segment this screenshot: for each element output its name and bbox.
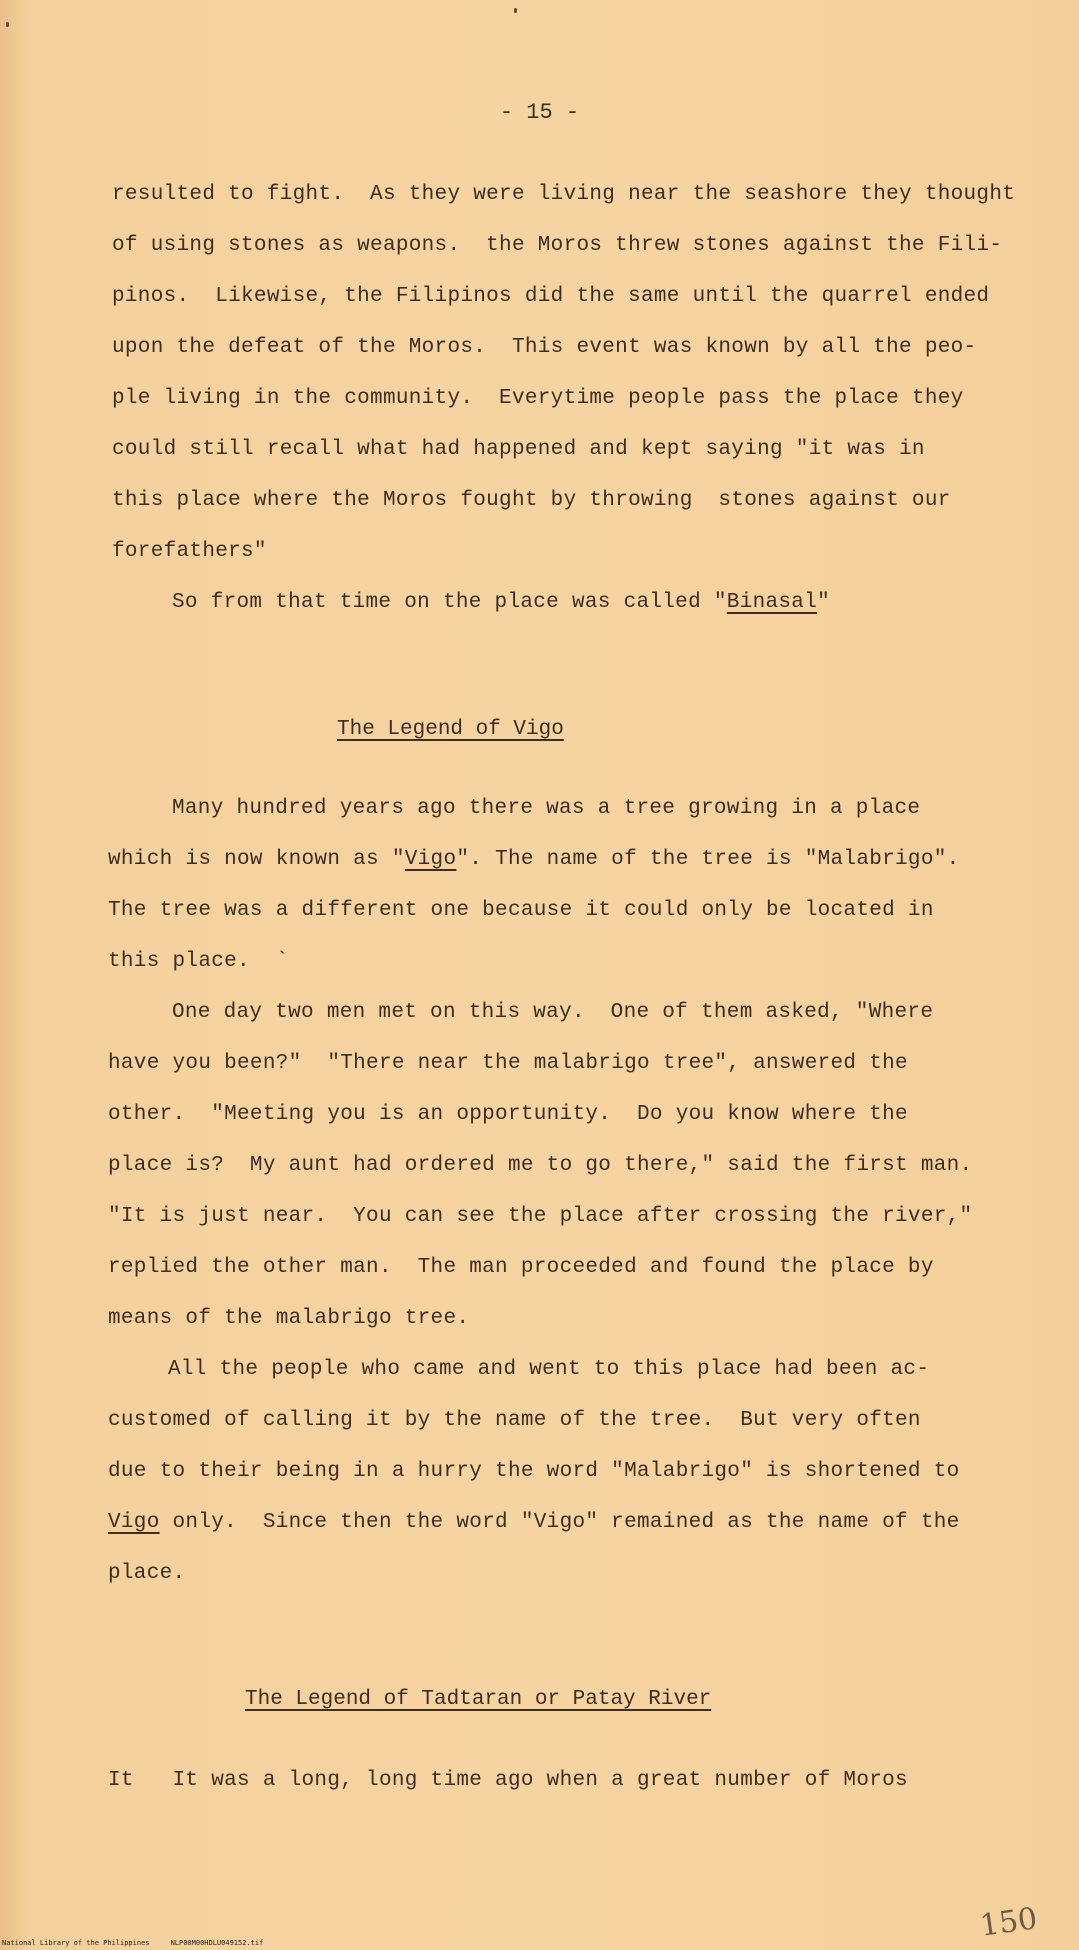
text-line: due to their being in a hurry the word "Malabrigo" is shortened to (108, 1460, 960, 1483)
text-line: customed of calling it by the name of the tree. But very often (108, 1409, 921, 1432)
section-heading-vigo: The Legend of Vigo (337, 718, 564, 741)
place-name-binasal: Binasal (726, 591, 818, 614)
handwritten-page-mark: 150 (977, 1901, 1040, 1944)
closing-line (172, 590, 830, 616)
text-line: It It was a long, long time ago when a great number of Moros (108, 1769, 908, 1792)
ink-speck (6, 22, 9, 27)
section-heading-tadtaran: The Legend of Tadtaran or Patay River (245, 1688, 712, 1711)
text-line: this place where the Moros fought by throwing stones against our (112, 489, 951, 512)
place-name-vigo: Vigo (404, 848, 457, 871)
text-line: of using stones as weapons. the Moros threw stones against the Fili- (112, 234, 1003, 257)
archive-footer: National Library of the Philippines NLP00M00HDLU049152.tif (2, 1939, 264, 1947)
text-line: ple living in the community. Everytime people pass the place they (112, 387, 964, 410)
text-line: All the people who came and went to this place had been ac- (168, 1358, 930, 1381)
place-name-vigo: Vigo (108, 1511, 160, 1534)
text-line: resulted to fight. As they were living near the seashore they thought (112, 183, 1016, 206)
text-segment: only. Since then the word "Vigo" remained as the name of the (159, 1511, 960, 1534)
closing-text: So from that time on the place was called " (172, 591, 727, 614)
ink-speck (514, 8, 517, 13)
text-line: forefathers" (112, 540, 267, 563)
page-number: - 15 - (499, 100, 580, 125)
text-line: place is? My aunt had ordered me to go there," said the first man. (108, 1154, 973, 1177)
text-line: pinos. Likewise, the Filipinos did the same until the quarrel ended (112, 285, 990, 308)
text-line: replied the other man. The man proceeded and found the place by (108, 1256, 934, 1279)
text-line: place. (108, 1562, 186, 1585)
text-line: have you been?" "There near the malabrigo tree", answered the (108, 1052, 908, 1075)
text-segment: which is now known as " (108, 848, 405, 871)
text-line: "It is just near. You can see the place after crossing the river," (108, 1205, 973, 1228)
text-line: Many hundred years ago there was a tree growing in a place (172, 797, 921, 820)
text-line: other. "Meeting you is an opportunity. Do you know where the (108, 1103, 908, 1126)
text-line: upon the defeat of the Moros. This event was known by all the peo- (112, 336, 977, 359)
text-line: this place. ` (108, 950, 289, 973)
text-line: could still recall what had happened and kept saying "it was in (112, 438, 925, 461)
text-line: means of the malabrigo tree. (108, 1307, 470, 1330)
closing-quote: " (817, 591, 831, 614)
text-segment: ". The name of the tree is "Malabrigo". (456, 848, 960, 871)
text-line: The tree was a different one because it could only be located in (108, 899, 934, 922)
text-line (108, 847, 960, 873)
text-line (108, 1510, 960, 1536)
text-line: One day two men met on this way. One of them asked, "Where (172, 1001, 934, 1024)
